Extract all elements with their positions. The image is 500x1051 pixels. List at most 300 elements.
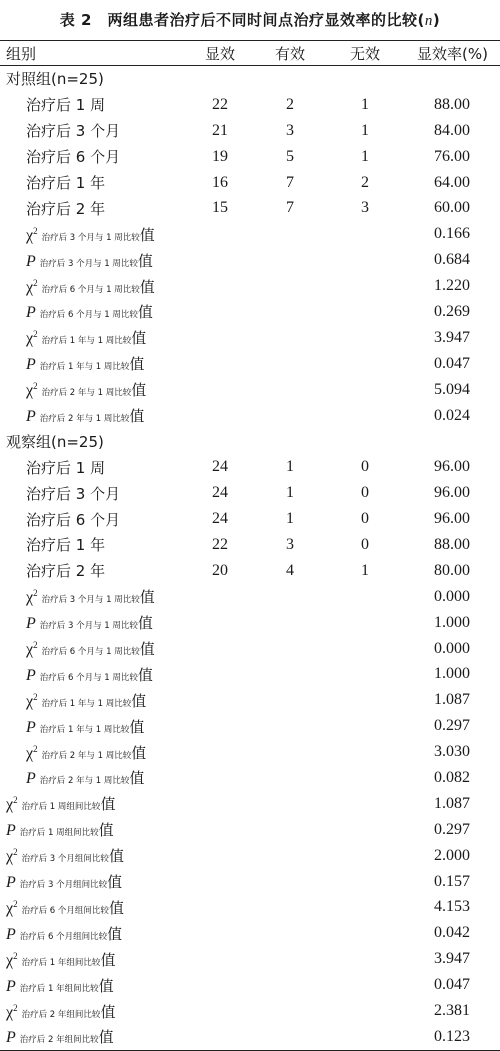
cell-wuxiao: 1 (361, 121, 369, 139)
stat-superscript: 2 (33, 225, 38, 236)
empty-cell (325, 765, 405, 791)
empty-cell (255, 998, 325, 1024)
cell-rate: 88.00 (434, 535, 470, 553)
empty-cell (325, 377, 405, 403)
empty-cell (255, 247, 325, 273)
empty-cell (185, 610, 255, 636)
empty-cell (325, 791, 405, 817)
stat-subscript: 治疗后 1 年与 1 周比较 (41, 336, 132, 347)
stat-label (0, 713, 185, 739)
empty-cell (325, 221, 405, 247)
stat-value: 1.087 (434, 691, 470, 709)
stat-subscript: 治疗后 2 年与 1 周比较 (41, 388, 132, 399)
stat-row (0, 584, 500, 610)
stat-row (0, 377, 500, 403)
table-caption (0, 0, 500, 40)
empty-cell (255, 765, 325, 791)
data-row (0, 144, 500, 170)
stat-superscript: 2 (33, 329, 38, 340)
stat-row (0, 636, 500, 662)
stat-word: 值 (100, 795, 116, 814)
stat-word: 值 (98, 976, 114, 995)
empty-cell (325, 351, 405, 377)
caption-n: n (424, 13, 433, 29)
stat-subscript: 治疗后 2 年与 1 周比较 (39, 414, 130, 425)
cell-youxiao: 3 (286, 121, 294, 139)
empty-cell (255, 299, 325, 325)
empty-cell (325, 869, 405, 895)
stat-symbol: χ (26, 589, 34, 607)
header-wuxiao: 无效 (349, 44, 380, 63)
stat-value: 0.297 (434, 717, 470, 735)
stat-label (0, 584, 185, 610)
stat-word: 值 (100, 950, 116, 969)
stat-value: 0.047 (434, 976, 470, 994)
empty-cell (185, 351, 255, 377)
stat-word: 值 (137, 251, 153, 270)
empty-cell (255, 895, 325, 921)
cell-youxiao: 2 (286, 95, 294, 113)
empty-cell (185, 377, 255, 403)
empty-cell (185, 972, 255, 998)
empty-cell (255, 920, 325, 946)
stat-word: 值 (137, 614, 153, 633)
empty-cell (255, 946, 325, 972)
empty-cell (185, 895, 255, 921)
empty-cell (325, 636, 405, 662)
stat-label (0, 765, 185, 791)
stat-label (0, 920, 185, 946)
stat-word: 值 (131, 691, 147, 710)
cell-rate: 76.00 (434, 147, 470, 165)
stat-label (0, 1024, 185, 1050)
stat-label (0, 247, 185, 273)
cell-rate: 60.00 (434, 199, 470, 217)
caption-suffix: ) (432, 11, 441, 29)
stat-subscript: 治疗后 2 年组间比较 (21, 1009, 101, 1020)
stat-subscript: 治疗后 3 个月组间比较 (19, 880, 108, 891)
cell-xianxiao: 22 (212, 95, 228, 113)
stat-subscript: 治疗后 3 个月与 1 周比较 (41, 595, 140, 606)
stat-subscript: 治疗后 1 年与 1 周比较 (39, 724, 130, 735)
data-row (0, 170, 500, 196)
empty-cell (185, 843, 255, 869)
stat-word: 值 (107, 924, 123, 943)
stat-subscript: 治疗后 1 年与 1 周比较 (41, 698, 132, 709)
stat-subscript: 治疗后 6 个月与 1 周比较 (41, 647, 140, 658)
stat-label (0, 817, 185, 843)
stat-symbol: P (6, 874, 16, 892)
stat-value: 0.000 (434, 639, 470, 657)
stat-row (0, 946, 500, 972)
stat-row (0, 1024, 500, 1050)
empty-cell (185, 687, 255, 713)
stat-superscript: 2 (13, 950, 18, 961)
stat-subscript: 治疗后 3 个月组间比较 (21, 854, 109, 865)
stat-value: 0.123 (434, 1027, 470, 1045)
stat-symbol: P (26, 304, 36, 322)
stat-label (0, 843, 185, 869)
group-name: 对照组(n=25) (6, 70, 104, 89)
cell-wuxiao: 0 (361, 458, 369, 476)
cell-rate: 96.00 (434, 510, 470, 528)
group-row (0, 428, 500, 454)
cell-youxiao: 1 (286, 510, 294, 528)
empty-cell (255, 739, 325, 765)
stat-subscript: 治疗后 1 年组间比较 (19, 983, 99, 994)
empty-cell (325, 920, 405, 946)
stat-subscript: 治疗后 6 个月与 1 周比较 (39, 310, 138, 321)
data-row (0, 195, 500, 221)
stat-word: 值 (137, 303, 153, 322)
empty-cell (255, 610, 325, 636)
stat-superscript: 2 (33, 743, 38, 754)
caption-text: 表 2 两组患者治疗后不同时间点治疗显效率的比较( (59, 11, 425, 29)
empty-cell (185, 403, 255, 429)
stat-word: 值 (139, 277, 155, 296)
empty-cell (255, 713, 325, 739)
header-row (0, 41, 500, 66)
time-point-label: 治疗后 2 年 (26, 199, 106, 218)
time-point-label: 治疗后 1 年 (26, 174, 106, 192)
stat-row (0, 895, 500, 921)
stat-row (0, 247, 500, 273)
stat-value: 0.000 (434, 587, 470, 605)
stat-word: 值 (137, 665, 153, 684)
empty-cell (255, 403, 325, 429)
stat-symbol: χ (6, 899, 14, 917)
stat-label (0, 610, 185, 636)
cell-xianxiao: 15 (212, 199, 228, 217)
stat-symbol: χ (26, 278, 34, 296)
empty-cell (325, 998, 405, 1024)
stat-row (0, 610, 500, 636)
stat-row (0, 869, 500, 895)
stat-subscript: 治疗后 3 个月与 1 周比较 (39, 621, 138, 632)
stat-label (0, 687, 185, 713)
empty-cell (325, 972, 405, 998)
stat-superscript: 2 (13, 795, 18, 806)
empty-cell (185, 221, 255, 247)
stat-subscript: 治疗后 2 年与 1 周比较 (41, 750, 132, 761)
cell-xianxiao: 24 (212, 458, 228, 476)
stat-symbol: P (26, 770, 36, 788)
stat-subscript: 治疗后 1 周组间比较 (19, 828, 99, 839)
stat-value: 0.297 (434, 820, 470, 838)
stat-value: 2.381 (434, 1002, 470, 1019)
empty-cell (255, 325, 325, 351)
cell-rate: 84.00 (434, 121, 470, 139)
empty-cell (325, 739, 405, 765)
stat-symbol: χ (6, 951, 14, 969)
cell-youxiao: 5 (286, 147, 294, 165)
stat-row (0, 221, 500, 247)
stat-word: 值 (129, 717, 145, 736)
stat-subscript: 治疗后 6 个月与 1 周比较 (39, 672, 138, 683)
cell-wuxiao: 3 (361, 199, 369, 217)
stat-word: 值 (131, 743, 147, 762)
stat-symbol: χ (26, 330, 34, 348)
cell-youxiao: 3 (286, 535, 294, 553)
stat-label (0, 636, 185, 662)
cell-youxiao: 7 (286, 173, 294, 191)
empty-cell (325, 661, 405, 687)
stat-row (0, 739, 500, 765)
empty-cell (255, 972, 325, 998)
stat-symbol: χ (6, 848, 14, 866)
empty-cell (185, 946, 255, 972)
cell-xianxiao: 24 (212, 484, 228, 502)
empty-cell (255, 791, 325, 817)
stat-label (0, 661, 185, 687)
stat-label (0, 403, 185, 429)
stat-word: 值 (107, 873, 123, 892)
stat-symbol: P (26, 718, 36, 736)
empty-cell (185, 661, 255, 687)
stat-symbol: χ (6, 1003, 14, 1021)
stat-value: 0.166 (434, 225, 470, 243)
stat-row (0, 920, 500, 946)
stat-subscript: 治疗后 6 个月组间比较 (21, 905, 109, 916)
cell-xianxiao: 16 (212, 173, 228, 191)
empty-cell (255, 1024, 325, 1050)
stat-superscript: 2 (33, 691, 38, 702)
stat-word: 值 (131, 381, 147, 400)
empty-cell (255, 351, 325, 377)
stat-symbol: χ (26, 692, 34, 710)
cell-youxiao: 7 (286, 199, 294, 217)
empty-cell (255, 636, 325, 662)
stat-row (0, 325, 500, 351)
stat-row (0, 351, 500, 377)
stat-label (0, 299, 185, 325)
stat-label (0, 221, 185, 247)
empty-cell (185, 920, 255, 946)
cell-xianxiao: 24 (212, 510, 228, 528)
stat-value: 3.947 (434, 328, 470, 346)
stat-symbol: χ (6, 796, 14, 814)
stat-label (0, 998, 185, 1024)
stat-subscript: 治疗后 6 个月组间比较 (19, 931, 108, 942)
stat-subscript: 治疗后 2 年与 1 周比较 (39, 776, 130, 787)
stat-label (0, 895, 185, 921)
stat-subscript: 治疗后 2 年组间比较 (19, 1035, 99, 1046)
stat-word: 值 (131, 329, 147, 348)
stat-symbol: P (26, 356, 36, 374)
stat-symbol: χ (26, 744, 34, 762)
stat-value: 2.000 (434, 846, 470, 864)
stat-superscript: 2 (33, 277, 38, 288)
stat-subscript: 治疗后 6 个月与 1 周比较 (41, 284, 140, 295)
stat-value: 3.947 (434, 950, 470, 968)
time-point-label: 治疗后 6 个月 (26, 510, 121, 529)
empty-cell (185, 791, 255, 817)
stat-value: 1.087 (434, 794, 470, 812)
stat-label (0, 325, 185, 351)
header-youxiao: 有效 (274, 44, 305, 63)
stat-value: 1.220 (434, 277, 470, 295)
data-row (0, 506, 500, 532)
stat-value: 5.094 (434, 380, 470, 398)
stat-word: 值 (139, 225, 155, 244)
cell-xianxiao: 22 (212, 535, 228, 553)
stat-superscript: 2 (13, 898, 18, 909)
data-row (0, 558, 500, 584)
empty-cell (185, 998, 255, 1024)
empty-cell (185, 273, 255, 299)
cell-wuxiao: 1 (361, 561, 369, 579)
empty-cell (325, 403, 405, 429)
empty-cell (255, 273, 325, 299)
time-point-label: 治疗后 6 个月 (26, 148, 121, 167)
empty-cell (185, 739, 255, 765)
empty-cell (325, 687, 405, 713)
stat-label (0, 869, 185, 895)
stat-row (0, 817, 500, 843)
empty-cell (185, 817, 255, 843)
data-row (0, 92, 500, 118)
stat-symbol: P (26, 666, 36, 684)
stat-row (0, 791, 500, 817)
stat-row (0, 713, 500, 739)
group-name: 观察组(n=25) (6, 432, 104, 451)
empty-cell (185, 584, 255, 610)
cell-xianxiao: 19 (212, 147, 228, 165)
header-rate: 显效率(%) (417, 44, 488, 63)
empty-cell (255, 843, 325, 869)
empty-cell (255, 817, 325, 843)
stat-superscript: 2 (13, 1002, 18, 1013)
stat-value: 0.269 (434, 302, 470, 320)
header-group: 组别 (6, 44, 37, 63)
empty-cell (325, 584, 405, 610)
empty-cell (255, 661, 325, 687)
empty-cell (325, 946, 405, 972)
stat-row (0, 843, 500, 869)
cell-youxiao: 1 (286, 484, 294, 502)
cell-rate: 96.00 (434, 458, 470, 476)
stat-value: 0.684 (434, 251, 470, 269)
stat-subscript: 治疗后 1 年与 1 周比较 (39, 362, 130, 373)
stat-word: 值 (139, 640, 155, 659)
stat-label (0, 791, 185, 817)
cell-rate: 64.00 (434, 173, 470, 191)
stat-label (0, 273, 185, 299)
cell-wuxiao: 1 (361, 147, 369, 165)
stat-label (0, 351, 185, 377)
stat-superscript: 2 (13, 847, 18, 858)
empty-cell (325, 817, 405, 843)
time-point-label: 治疗后 3 个月 (26, 122, 121, 141)
stat-row (0, 299, 500, 325)
time-point-label: 治疗后 1 周 (26, 96, 106, 115)
empty-cell (185, 299, 255, 325)
stat-word: 值 (100, 1002, 116, 1021)
stat-row (0, 687, 500, 713)
cell-wuxiao: 1 (361, 95, 369, 113)
stat-value: 1.000 (434, 613, 470, 631)
stat-word: 值 (129, 355, 145, 374)
data-row (0, 118, 500, 144)
stat-word: 值 (139, 588, 155, 607)
stat-value: 0.024 (434, 406, 470, 424)
stat-symbol: P (26, 615, 36, 633)
cell-rate: 88.00 (434, 95, 470, 113)
stat-subscript: 治疗后 3 个月与 1 周比较 (39, 258, 138, 269)
empty-cell (185, 713, 255, 739)
stat-value: 0.042 (434, 924, 470, 942)
stat-word: 值 (108, 898, 124, 917)
time-point-label: 治疗后 1 周 (26, 458, 106, 477)
cell-rate: 80.00 (434, 561, 470, 579)
stat-symbol: χ (26, 641, 34, 659)
empty-cell (255, 221, 325, 247)
stat-value: 0.082 (434, 768, 470, 786)
stat-row (0, 765, 500, 791)
data-row (0, 480, 500, 506)
stat-row (0, 403, 500, 429)
empty-cell (255, 869, 325, 895)
empty-cell (325, 895, 405, 921)
stat-label (0, 946, 185, 972)
stat-row (0, 998, 500, 1024)
group-row (0, 66, 500, 92)
cell-youxiao: 1 (286, 458, 294, 476)
empty-cell (185, 325, 255, 351)
cell-wuxiao: 0 (361, 510, 369, 528)
stat-subscript: 治疗后 1 年组间比较 (21, 957, 101, 968)
empty-cell (325, 713, 405, 739)
empty-cell (185, 636, 255, 662)
cell-wuxiao: 0 (361, 535, 369, 553)
stat-superscript: 2 (33, 381, 38, 392)
cell-xianxiao: 21 (212, 121, 228, 139)
stat-word: 值 (129, 407, 145, 426)
stat-word: 值 (129, 769, 145, 788)
cell-youxiao: 4 (286, 561, 294, 579)
stat-symbol: P (6, 822, 16, 840)
stat-label (0, 377, 185, 403)
header-xianxiao: 显效 (204, 44, 235, 63)
stat-word: 值 (108, 847, 124, 866)
empty-cell (325, 1024, 405, 1050)
stat-value: 0.047 (434, 354, 470, 372)
stat-symbol: P (6, 925, 16, 943)
stat-value: 0.157 (434, 872, 470, 890)
stat-label (0, 739, 185, 765)
stat-symbol: P (26, 252, 36, 270)
empty-cell (325, 273, 405, 299)
cell-wuxiao: 2 (361, 173, 369, 191)
empty-cell (325, 247, 405, 273)
empty-cell (185, 765, 255, 791)
data-row (0, 532, 500, 558)
stat-value: 3.030 (434, 743, 470, 761)
empty-cell (255, 687, 325, 713)
empty-cell (325, 325, 405, 351)
time-point-label: 治疗后 3 个月 (26, 484, 121, 503)
time-point-label: 治疗后 1 年 (26, 536, 106, 555)
empty-cell (185, 1024, 255, 1050)
stat-value: 1.000 (434, 665, 470, 683)
cell-xianxiao: 20 (212, 561, 228, 579)
data-row (0, 454, 500, 480)
empty-cell (255, 377, 325, 403)
empty-cell (325, 610, 405, 636)
stat-symbol: P (6, 977, 16, 995)
stat-symbol: χ (26, 226, 34, 244)
stat-label (0, 972, 185, 998)
